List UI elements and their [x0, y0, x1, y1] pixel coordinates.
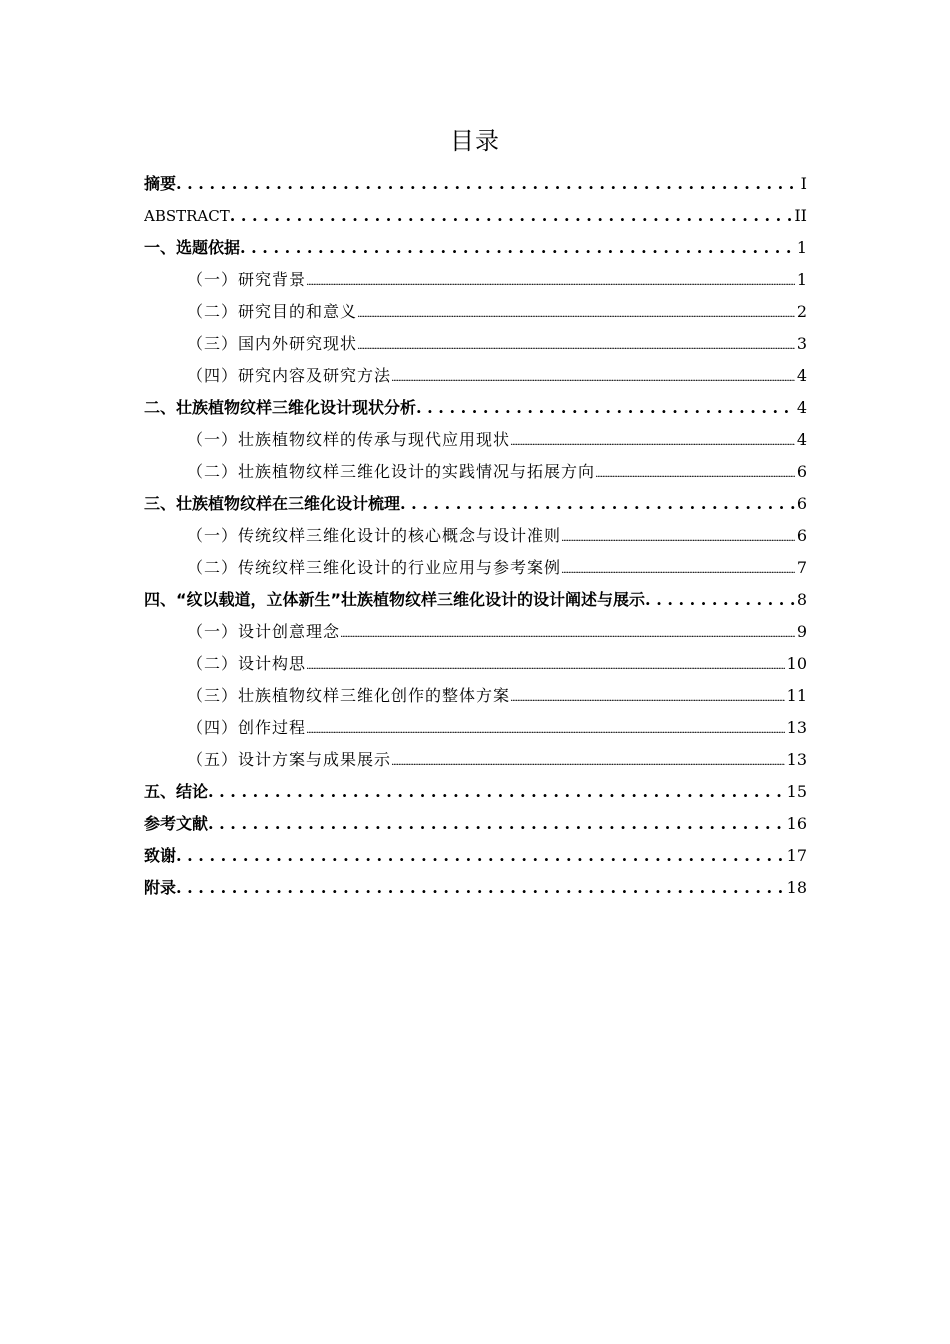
- toc-entry-label: （四）研究内容及研究方法: [187, 366, 392, 385]
- toc-dot-leader: [240, 232, 795, 264]
- toc-entry-section[interactable]: [144, 744, 807, 776]
- toc-entry-section[interactable]: [144, 328, 807, 360]
- toc-entry-label: （二）壮族植物纹样三维化设计的实践情况与拓展方向: [187, 462, 596, 481]
- toc-entry-label: 三、壮族植物纹样在三维化设计梳理: [144, 494, 401, 513]
- toc-entry-label: 二、壮族植物纹样三维化设计现状分析: [144, 398, 417, 417]
- toc-entry-chapter[interactable]: [144, 232, 807, 264]
- toc-dot-leader: [230, 200, 793, 232]
- toc-entry-label: （一）研究背景: [187, 270, 307, 289]
- toc-page-number: 10: [786, 654, 807, 673]
- toc-dot-leader: [510, 427, 795, 456]
- toc-dot-leader: [306, 715, 785, 744]
- toc-page-number: 4: [796, 430, 807, 449]
- toc-entry-label: （一）壮族植物纹样的传承与现代应用现状: [187, 430, 511, 449]
- toc-entry-label: （三）壮族植物纹样三维化创作的整体方案: [187, 686, 511, 705]
- toc-entry-section[interactable]: [144, 520, 807, 552]
- toc-page-number: 7: [796, 558, 807, 577]
- toc-entry-label: 摘要: [144, 174, 177, 193]
- toc-entry-section[interactable]: [144, 456, 807, 488]
- toc-page-number: 9: [796, 622, 807, 641]
- toc-entry-label: 致谢: [144, 846, 177, 865]
- toc-dot-leader: [357, 299, 795, 328]
- toc-page-number: 1: [796, 270, 807, 289]
- toc-dot-leader: [400, 488, 795, 520]
- toc-dot-leader: [208, 808, 785, 840]
- toc-page-number: 6: [796, 526, 807, 545]
- toc-entry-label: （一）传统纹样三维化设计的核心概念与设计准则: [187, 526, 562, 545]
- toc-dot-leader: [176, 168, 799, 200]
- toc-entry-label: （二）研究目的和意义: [187, 302, 358, 321]
- toc-entry-section[interactable]: [144, 648, 807, 680]
- toc-page-number: 2: [796, 302, 807, 321]
- toc-page-number: 15: [786, 782, 807, 801]
- toc-entry-label: （四）创作过程: [187, 718, 307, 737]
- toc-entry-label: （五）设计方案与成果展示: [187, 750, 392, 769]
- toc-page-number: 6: [796, 494, 807, 513]
- toc-dot-leader: [595, 459, 795, 488]
- toc-dot-leader: [176, 840, 785, 872]
- toc-entry-section[interactable]: [144, 552, 807, 584]
- toc-dot-leader: [391, 363, 795, 392]
- toc-entry-chapter[interactable]: [144, 776, 807, 808]
- toc-dot-leader: [416, 392, 795, 424]
- toc-entry-label: 一、选题依据: [144, 238, 241, 257]
- toc-dot-leader: [391, 747, 785, 776]
- toc-entry-chapter[interactable]: [144, 200, 807, 232]
- toc-dot-leader: [561, 523, 795, 552]
- toc-page-number: 13: [786, 718, 807, 737]
- toc-entry-section[interactable]: [144, 360, 807, 392]
- toc-entry-label: 附录: [144, 878, 177, 897]
- toc-entry-chapter[interactable]: [144, 168, 807, 200]
- toc-entry-label: 四、“纹以载道，立体新生”壮族植物纹样三维化设计的设计阐述与展示: [144, 590, 646, 609]
- toc-entry-chapter[interactable]: [144, 488, 807, 520]
- toc-entry-label: （二）设计构思: [187, 654, 307, 673]
- toc-dot-leader: [208, 776, 785, 808]
- toc-entry-chapter[interactable]: [144, 808, 807, 840]
- toc-entry-section[interactable]: [144, 616, 807, 648]
- toc-dot-leader: [510, 683, 785, 712]
- table-of-contents: [144, 168, 807, 904]
- toc-dot-leader: [306, 267, 795, 296]
- toc-dot-leader: [357, 331, 795, 360]
- toc-page-number: 8: [796, 590, 807, 609]
- toc-entry-chapter[interactable]: [144, 584, 807, 616]
- toc-page-number: 18: [786, 878, 807, 897]
- toc-page-number: 17: [786, 846, 807, 865]
- toc-entry-label: （三）国内外研究现状: [187, 334, 358, 353]
- toc-page-number: I: [800, 174, 807, 193]
- toc-entry-label: （一）设计创意理念: [187, 622, 341, 641]
- toc-title: 目录: [450, 127, 500, 155]
- toc-entry-section[interactable]: [144, 296, 807, 328]
- toc-page-number: 6: [796, 462, 807, 481]
- toc-dot-leader: [176, 872, 785, 904]
- toc-entry-section[interactable]: [144, 680, 807, 712]
- toc-entry-section[interactable]: [144, 712, 807, 744]
- toc-entry-label: （二）传统纹样三维化设计的行业应用与参考案例: [187, 558, 562, 577]
- toc-entry-section[interactable]: [144, 424, 807, 456]
- toc-page-number: 11: [786, 686, 807, 705]
- toc-page-number: 1: [796, 238, 807, 257]
- toc-page-number: II: [794, 206, 807, 225]
- toc-entry-label: ABSTRACT: [144, 207, 230, 225]
- toc-page-number: 4: [796, 398, 807, 417]
- toc-entry-chapter[interactable]: [144, 872, 807, 904]
- toc-dot-leader: [561, 555, 795, 584]
- toc-entry-label: 五、结论: [144, 782, 209, 801]
- toc-dot-leader: [306, 651, 785, 680]
- toc-entry-label: 参考文献: [144, 814, 209, 833]
- toc-entry-section[interactable]: [144, 264, 807, 296]
- toc-page-number: 4: [796, 366, 807, 385]
- toc-page-number: 16: [786, 814, 807, 833]
- toc-dot-leader: [340, 619, 795, 648]
- toc-page-number: 3: [796, 334, 807, 353]
- toc-entry-chapter[interactable]: [144, 392, 807, 424]
- toc-page-number: 13: [786, 750, 807, 769]
- toc-dot-leader: [645, 584, 795, 616]
- toc-entry-chapter[interactable]: [144, 840, 807, 872]
